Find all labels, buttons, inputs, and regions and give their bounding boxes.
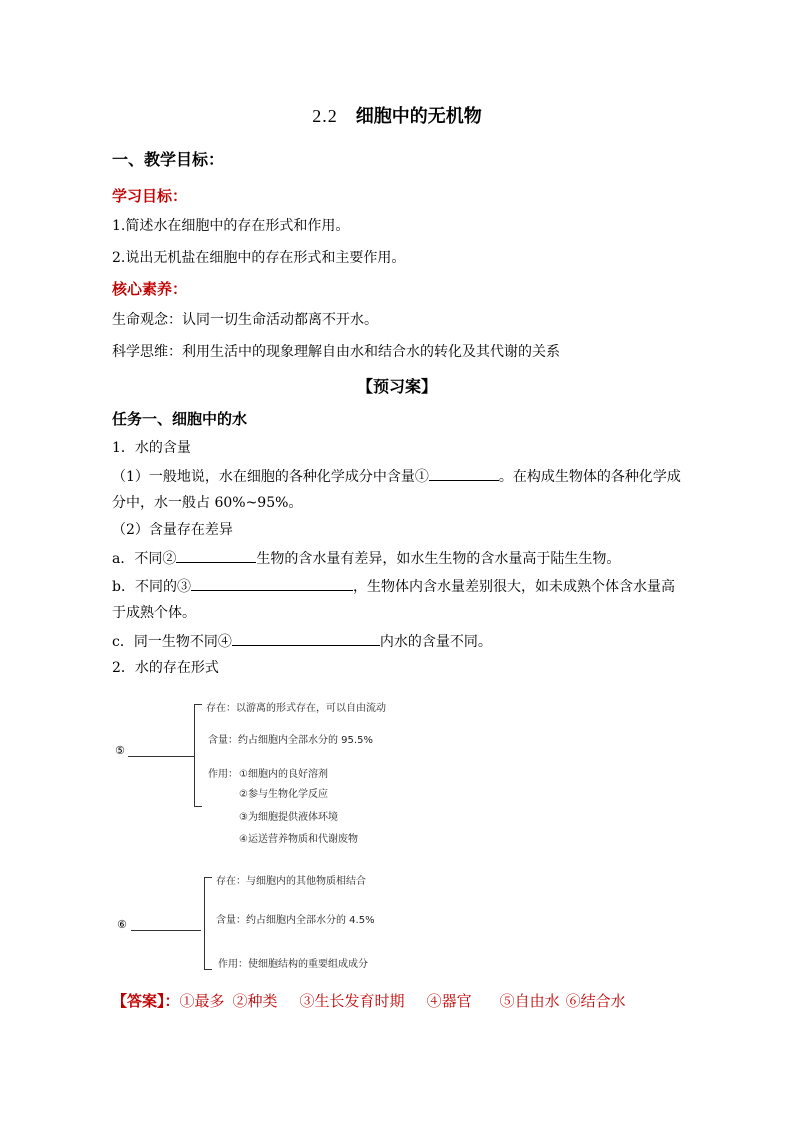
- task-1-heading: 任务一、细胞中的水: [112, 410, 248, 428]
- literacy-2: 科学思维：利用生活中的现象理解自由水和结合水的转化及其代谢的关系: [112, 344, 560, 360]
- answer-line-5: [128, 756, 194, 757]
- q1-1-text-b: 。在构成生物体的各种化学成: [498, 469, 681, 485]
- free-water-content: 含量：约占细胞内全部水分的 95.5%: [208, 735, 373, 746]
- page-title: [0, 106, 794, 127]
- bracket-2-top: [204, 877, 212, 878]
- answer-4: ④器官: [426, 992, 472, 1010]
- preview-heading: 【预习案】: [356, 377, 437, 396]
- answer-line: [112, 990, 626, 1011]
- blank-4[interactable]: [232, 631, 380, 646]
- marker-5: ⑤: [115, 744, 125, 757]
- qa-text-b: 生物的含水量有差异，如水生生物的含水量高于陆生生物。: [256, 551, 621, 567]
- qa-text-a: a．不同②: [112, 551, 177, 567]
- goal-2: 2.说出无机盐在细胞中的存在形式和主要作用。: [112, 250, 406, 266]
- question-1-1-line2: 分中，水一般占 60%~95%。: [112, 495, 303, 511]
- answer-5: ⑤自由水: [499, 992, 560, 1010]
- answer-6: ⑥结合水: [565, 992, 626, 1010]
- qb-text-a: b．不同的③: [112, 579, 191, 595]
- blank-3[interactable]: [191, 576, 353, 591]
- question-1-2: （2）含量存在差异: [112, 522, 233, 538]
- question-a: [112, 548, 620, 569]
- blank-1[interactable]: [429, 466, 499, 481]
- bound-water-role: 作用：使细胞结构的重要组成成分: [218, 959, 368, 970]
- free-water-role-3: ③为细胞提供液体环境: [239, 812, 338, 823]
- question-c: [112, 631, 492, 652]
- bracket-1: [194, 704, 195, 806]
- answer-1: ①最多: [179, 992, 225, 1010]
- title-text: 细胞中的无机物: [355, 106, 482, 127]
- question-2: 2．水的存在形式: [112, 660, 219, 676]
- free-water-role-4: ④运送营养物质和代谢废物: [239, 834, 358, 845]
- bound-water-content: 含量：约占细胞内全部水分的 4.5%: [216, 915, 375, 926]
- qb-text-b: ，生物体内含水量差别很大，如未成熟个体含水量高: [352, 579, 675, 595]
- marker-6: ⑥: [117, 918, 127, 931]
- qc-text-b: 内水的含量不同。: [379, 634, 492, 650]
- question-1-1-line1: [112, 466, 681, 487]
- bound-water-exist: 存在：与细胞内的其他物质相结合: [216, 876, 366, 887]
- learning-goals-heading: 学习目标：: [112, 187, 188, 205]
- answer-label: 【答案】：: [112, 992, 180, 1010]
- bracket-1-top: [194, 704, 202, 705]
- free-water-role-1: ①细胞内的良好溶剂: [239, 769, 328, 780]
- bracket-2-bottom: [204, 969, 212, 970]
- bracket-2: [204, 877, 205, 969]
- question-1: 1．水的含量: [112, 440, 191, 456]
- answer-2: ②种类: [232, 992, 278, 1010]
- free-water-role-2: ②参与生物化学反应: [239, 789, 328, 800]
- literacy-1: 生命观念：认同一切生命活动都离不开水。: [112, 312, 378, 328]
- free-water-exist: 存在：以游离的形式存在，可以自由流动: [206, 703, 386, 714]
- blank-2[interactable]: [176, 548, 256, 563]
- q1-1-text-a: （1）一般地说，水在细胞的各种化学成分中含量①: [112, 469, 429, 485]
- goal-1: 1.简述水在细胞中的存在形式和作用。: [112, 218, 350, 234]
- question-b-line2: 于成熟个体。: [112, 605, 196, 621]
- title-number: 2.2: [312, 106, 338, 126]
- question-b-line1: [112, 576, 675, 597]
- qc-text-a: c．同一生物不同④: [112, 634, 232, 650]
- bracket-1-bottom: [194, 806, 202, 807]
- section-heading-objectives: 一、教学目标：: [112, 150, 225, 169]
- free-water-role-label: 作用：: [208, 769, 238, 780]
- answer-line-6: [131, 930, 201, 931]
- core-literacy-heading: 核心素养：: [112, 280, 188, 298]
- answer-3: ③生长发育时期: [299, 992, 405, 1010]
